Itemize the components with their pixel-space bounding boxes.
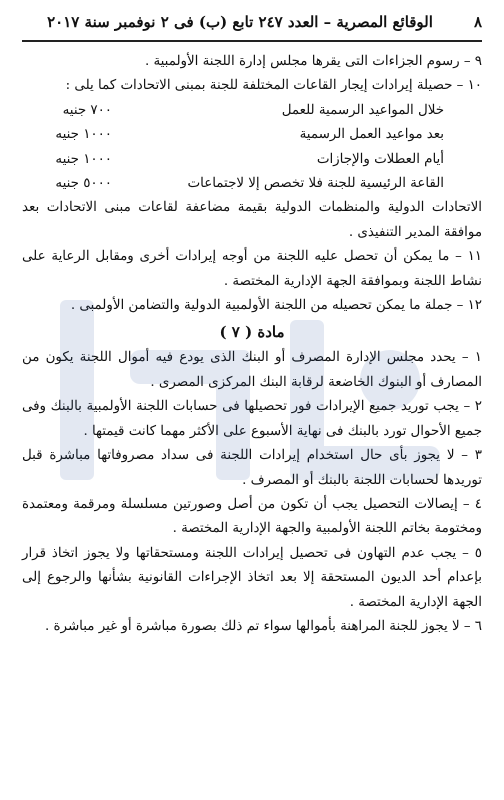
fee-continuation: الاتحادات الدولية والمنظمات الدولية بقيمة مضاعفة لقاعات مبنى الاتحادات بعد موافقة المدير التنفيذى . — [22, 200, 482, 240]
fee-amount: ١٠٠٠ جنيه — [55, 151, 112, 167]
article-clause-4: ٤ – إيصالات التحصيل يجب أن تكون من أصل وصورتين مسلسلة ومرقمة ومعتمدة ومختومة بخاتم اللجنة الأولمبية والجهة الإدارية المختصة . — [22, 496, 482, 537]
article-clause-1: ١ – يحدد مجلس الإدارة المصرف أو البنك الذى يودع فيه أموال اللجنة يكون من المصارف أو البنوك الخاضعة لرقابة البنك المركزى المصرى . — [22, 350, 482, 390]
page-header — [22, 6, 482, 38]
fee-description: أيام العطلات والإجازات — [316, 151, 444, 167]
clause-12: ١٢ – جملة ما يمكن تحصيله من اللجنة الأولمبية الدولية والتضامن الأولمبى . — [70, 298, 482, 314]
fee-amount: ١٠٠٠ جنيه — [55, 127, 112, 143]
fee-row — [22, 99, 482, 123]
fee-row — [22, 172, 482, 196]
clause-11: ١١ – ما يمكن أن تحصل عليه اللجنة من أوجه إيرادات أخرى ومقابل الرعاية على نشاط اللجنة وبموافقة الجهة الإدارية المختصة . — [22, 249, 482, 289]
fee-amount: ٥٠٠٠ جنيه — [55, 176, 112, 192]
fee-description: خلال المواعيد الرسمية للعمل — [281, 102, 444, 118]
fee-description: بعد مواعيد العمل الرسمية — [299, 127, 444, 143]
fee-row — [22, 123, 482, 147]
fee-row — [22, 148, 482, 172]
header-rule — [22, 40, 482, 42]
fee-amount: ٧٠٠ جنيه — [62, 102, 112, 118]
article-heading: مادة ( ٧ ) — [219, 323, 285, 342]
fee-description: القاعة الرئيسية للجنة فلا تخصص إلا لاجتماعات — [187, 176, 444, 192]
article-clause-2: ٢ – يجب توريد جميع الإيرادات فور تحصيلها فى حسابات اللجنة الأولمبية بالبنك وفى جميع الأحوال تورد بالبنك فى نهاية الأسبوع على الأكثر مهما كانت قيمتها . — [22, 399, 482, 439]
clause-9: ٩ – رسوم الجزاءات التى يقرها مجلس إدارة اللجنة الأولمبية . — [144, 54, 482, 69]
clause-10: ١٠ – حصيلة إيرادات إيجار القاعات المختلفة للجنة بمبنى الاتحادات كما يلى : — [65, 78, 482, 94]
gazette-title: الوقائع المصرية – العدد ٢٤٧ تابع (ب) فى ٢ نوفمبر سنة ٢٠١٧ — [47, 13, 433, 31]
fee-list — [22, 99, 482, 197]
article-clause-5: ٥ – يجب عدم التهاون فى تحصيل إيرادات اللجنة ومستحقاتها ولا يجوز اتخاذ قرار بإعدام أحد الديون المستحقة إلا بعد اتخاذ الإجراءات القانونية بشأنها والرجوع إلى الجهة الإدارية المختصة . — [22, 545, 482, 610]
article-clause-6: ٦ – لا يجوز للجنة المراهنة بأموالها سواء تم ذلك بصورة مباشرة أو غير مباشرة . — [45, 618, 482, 634]
page-number: ٨ — [473, 13, 482, 31]
article-clause-3: ٣ – لا يجوز بأى حال استخدام إيرادات اللجنة فى سداد مصروفاتها مباشرة قبل توريدها لحسابات اللجنة بالبنك أو المصرف . — [22, 448, 482, 488]
